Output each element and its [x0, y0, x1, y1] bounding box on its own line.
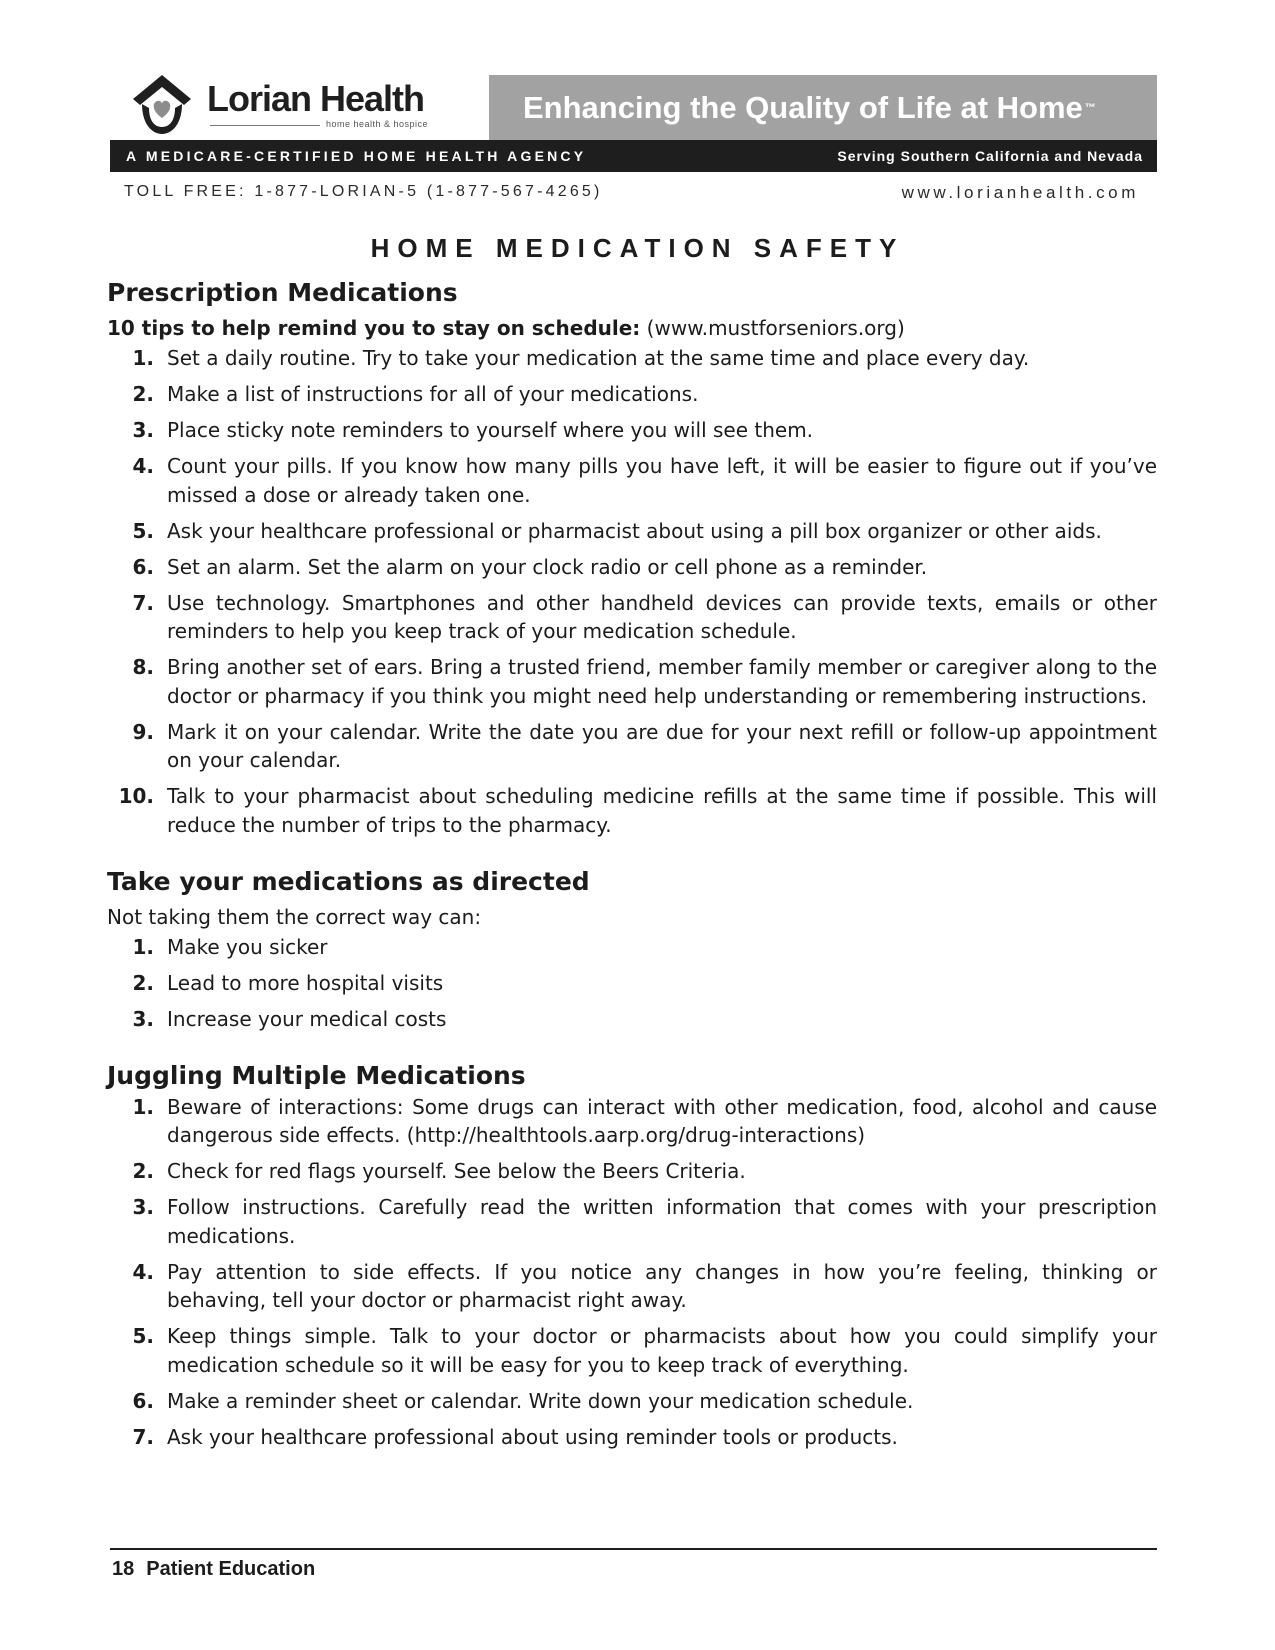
list-item	[107, 653, 1157, 710]
section-gap	[107, 1041, 1157, 1059]
trademark-mark: ™	[1084, 101, 1096, 114]
item-text: Check for red flags yourself. See below the Beers Criteria.	[167, 1159, 746, 1183]
item-number: 4.	[132, 1259, 154, 1284]
brand-tagline: home health & hospice	[326, 119, 429, 129]
footer-divider	[110, 1548, 1157, 1550]
item-number: 3.	[132, 1195, 154, 1219]
prescription-intro-bold: 10 tips to help remind you to stay on schedule:	[107, 316, 641, 340]
item-text: Ask your healthcare professional about using reminder tools or products.	[167, 1424, 898, 1449]
item-number: 3.	[132, 1006, 154, 1031]
item-number: 9.	[132, 719, 154, 744]
item-number: 1.	[132, 1094, 154, 1119]
prescription-intro	[107, 314, 1157, 342]
list-item	[107, 718, 1157, 775]
document-body	[107, 276, 1157, 1459]
item-text: Make a reminder sheet or calendar. Write down your medication schedule.	[167, 1388, 914, 1413]
item-text: Lead to more hospital visits	[167, 970, 444, 995]
item-number: 8.	[132, 655, 154, 679]
juggling-heading: Juggling Multiple Medications	[107, 1060, 526, 1090]
list-item	[107, 1423, 1157, 1452]
item-number: 1.	[132, 934, 154, 959]
item-number: 7.	[132, 1424, 154, 1449]
item-text: Beware of interactions: Some drugs can interact with other medication, food, alcohol and cause dangerous side effects. (http://healthtools.aarp.org/drug-interactions)	[167, 1094, 1157, 1147]
page-number: 18	[112, 1558, 135, 1580]
item-number: 6.	[132, 1388, 154, 1413]
item-number: 2.	[132, 1159, 154, 1183]
list-item	[107, 933, 1157, 962]
list-item	[107, 452, 1157, 509]
service-area: Serving Southern California and Nevada	[837, 148, 1143, 164]
list-item	[107, 344, 1157, 373]
juggling-list	[107, 1093, 1157, 1452]
list-item	[107, 517, 1157, 546]
page-title: HOME MEDICATION SAFETY	[370, 233, 905, 263]
item-text: Place sticky note reminders to yourself where you will see them.	[167, 418, 814, 442]
item-text: Talk to your pharmacist about scheduling medicine refills at the same time if possible. This will reduce the number of trips to the pharmacy.	[167, 784, 1157, 837]
list-item	[107, 1322, 1157, 1379]
footer-section: Patient Education	[146, 1558, 316, 1580]
list-item	[107, 1193, 1157, 1250]
item-text: Make a list of instructions for all of your medications.	[167, 382, 699, 406]
item-number: 2.	[132, 382, 154, 406]
item-text: Make you sicker	[167, 934, 328, 959]
prescription-intro-source: (www.mustforseniors.org)	[640, 316, 905, 340]
item-text: Pay attention to side effects. If you notice any changes in how you’re feeling, thinking or behaving, tell your doctor or pharmacist right away.	[167, 1259, 1157, 1312]
item-number: 5.	[132, 518, 154, 543]
directed-heading: Take your medications as directed	[107, 866, 590, 896]
item-number: 6.	[132, 554, 154, 579]
item-text: Set a daily routine. Try to take your medication at the same time and place every day.	[167, 346, 1030, 370]
toll-free-number: TOLL FREE: 1-877-LORIAN-5 (1-877-567-4265)	[124, 183, 603, 200]
prescription-heading: Prescription Medications	[107, 278, 458, 307]
brand-tagline-rule	[210, 125, 320, 126]
slogan-banner	[489, 75, 1157, 140]
item-text: Keep things simple. Talk to your doctor or pharmacists about how you could simplify your medication schedule so it will be easy for you to keep track of everything.	[167, 1324, 1157, 1377]
list-item	[107, 380, 1157, 409]
item-number: 10.	[118, 784, 154, 808]
item-text: Count your pills. If you know how many pills you have left, it will be easier to figure out if you’ve missed a dose or already taken one.	[167, 454, 1157, 507]
item-text: Follow instructions. Carefully read the written information that comes with your prescription medications.	[167, 1195, 1157, 1248]
section-gap	[107, 847, 1157, 865]
list-item	[107, 782, 1157, 839]
item-text: Set an alarm. Set the alarm on your clock radio or cell phone as a reminder.	[167, 554, 928, 579]
website-link[interactable]: www.lorianhealth.com	[901, 183, 1139, 202]
item-number: 1.	[132, 346, 154, 370]
item-text: Bring another set of ears. Bring a trusted friend, member family member or caregiver along to the doctor or pharmacy if you think you might need help understanding or remembering instructions.	[167, 655, 1157, 708]
page-footer	[112, 1558, 315, 1581]
item-number: 4.	[132, 454, 154, 478]
list-item	[107, 1258, 1157, 1315]
list-item	[107, 969, 1157, 998]
list-item	[107, 589, 1157, 646]
list-item	[107, 1387, 1157, 1416]
item-number: 7.	[132, 590, 154, 615]
prescription-tips-list	[107, 344, 1157, 839]
item-text: Increase your medical costs	[167, 1006, 447, 1031]
item-number: 2.	[132, 970, 154, 995]
list-item	[107, 416, 1157, 445]
item-text: Mark it on your calendar. Write the date you are due for your next refill or follow-up appointment on your calendar.	[167, 719, 1157, 772]
home-heart-icon	[130, 72, 194, 136]
list-item	[107, 553, 1157, 582]
brand-name: Lorian Health	[207, 78, 425, 119]
item-text: Use technology. Smartphones and other handheld devices can provide texts, emails or other reminders to help you keep track of your medication schedule.	[167, 590, 1157, 643]
slogan-text: Enhancing the Quality of Life at Home	[523, 89, 1083, 125]
directed-list	[107, 933, 1157, 1034]
list-item	[107, 1093, 1157, 1150]
brand-logo	[130, 72, 470, 140]
agency-line: A MEDICARE-CERTIFIED HOME HEALTH AGENCY	[126, 148, 587, 164]
item-text: Ask your healthcare professional or pharmacist about using a pill box organizer or other aids.	[167, 518, 1102, 543]
agency-bar	[110, 140, 1157, 172]
list-item	[107, 1005, 1157, 1034]
list-item	[107, 1157, 1157, 1186]
item-number: 5.	[132, 1324, 154, 1348]
item-number: 3.	[132, 418, 154, 442]
directed-intro: Not taking them the correct way can:	[107, 904, 482, 929]
